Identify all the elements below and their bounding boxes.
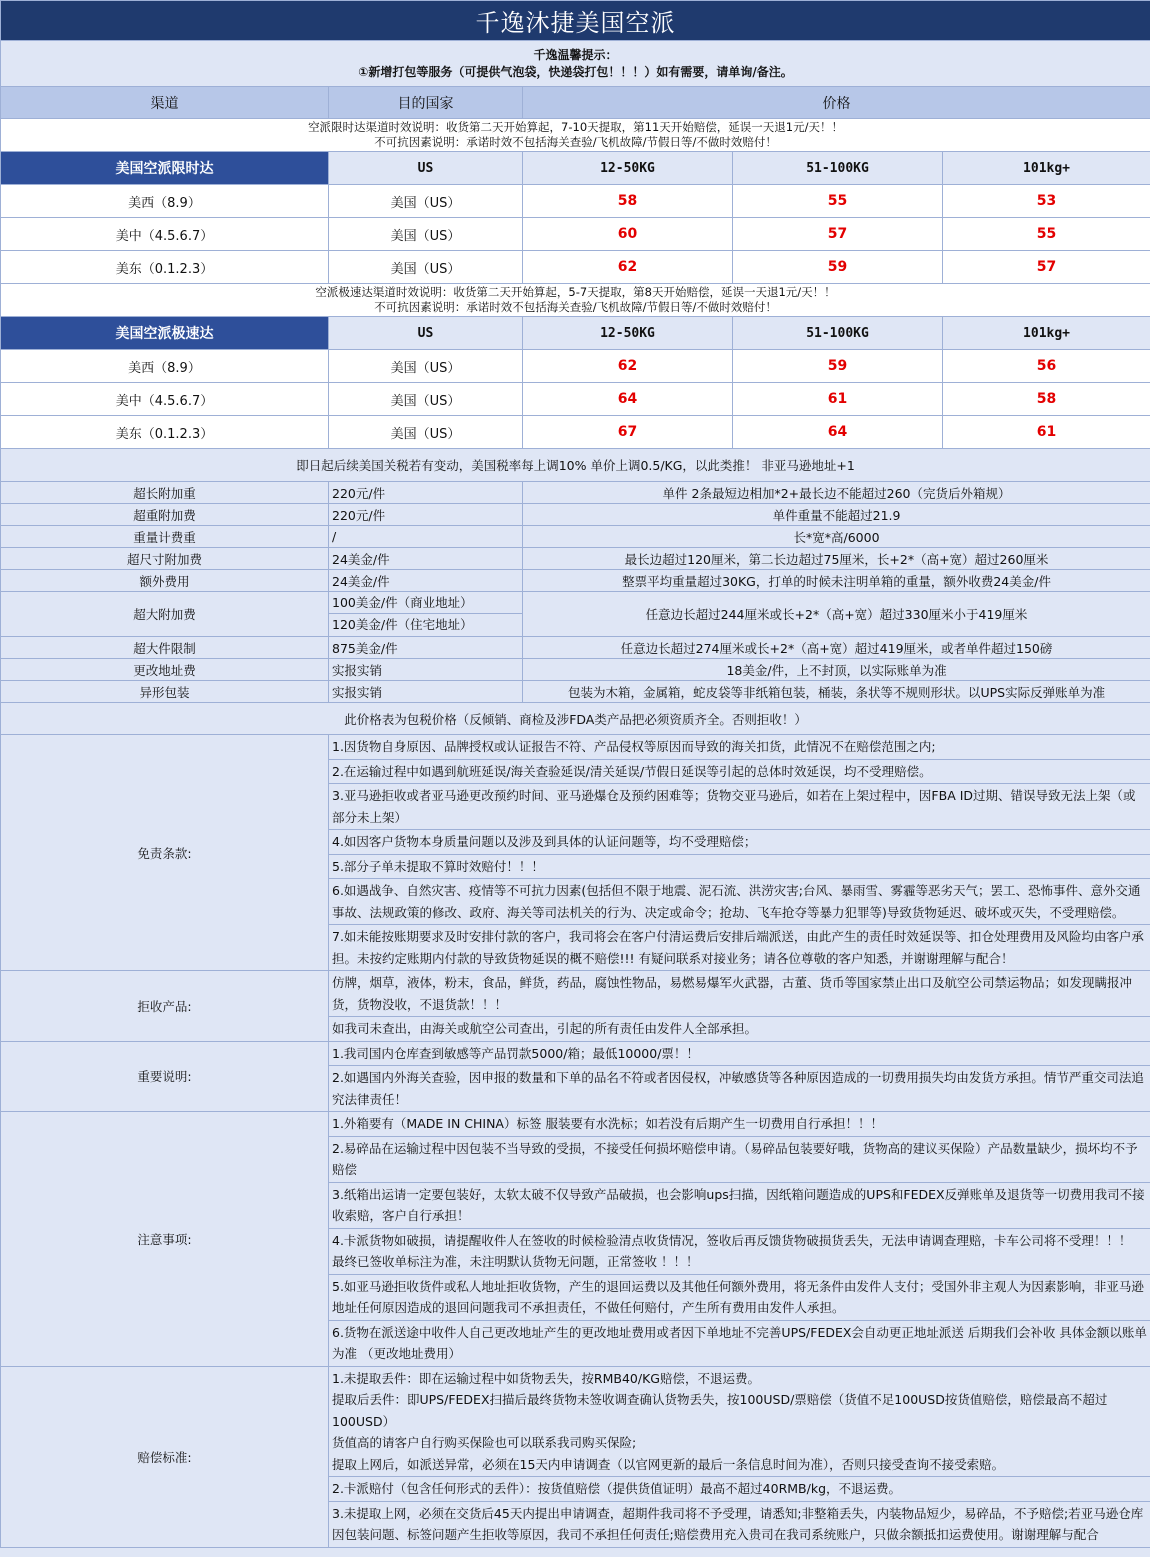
fee-value: 875美金/件 xyxy=(329,637,523,659)
section-label: 赔偿标准: xyxy=(1,1366,329,1547)
section-body xyxy=(329,971,1150,1042)
section-line: 1.因货物自身原因、品牌授权或认证报告不符、产品侵权等原因而导致的海关扣货，此情况不在赔偿范围之内; xyxy=(329,735,1150,760)
fee-value: 24美金/件 xyxy=(329,548,523,570)
section-line: 7.如未能按账期要求及时安排付款的客户，我司将会在客户付清运费后安排后端派送，由此产生的责任时效延误等、扣仓处理费用及风险均由客户承担。未按约定账期内付款的导致货物延误的概不赔偿!!! 有疑问联系对接业务；请各位尊敬的客户知悉，并谢谢理解与配合！ xyxy=(332,929,1144,966)
table-row xyxy=(1,383,1150,416)
destination-country: 美国（US） xyxy=(329,218,523,251)
destination-country: 美国（US） xyxy=(329,251,523,284)
terms-section xyxy=(1,1112,1150,1367)
table-row xyxy=(1,251,1150,284)
terms-section xyxy=(1,735,1150,971)
fee-description: 长*宽*高/6000 xyxy=(523,526,1150,548)
fee-description: 单件 2条最短边相加*2+最长边不能超过260（完货后外箱规） xyxy=(523,482,1150,504)
price-value: 64 xyxy=(733,416,943,449)
service-timing-note: 空派限时达渠道时效说明：收货第二天开始算起，7-10天提取，第11天开始赔偿，延误一天退1元/天！！ xyxy=(308,120,843,134)
section-line: 6.货物在派送途中收件人自己更改地址产生的更改地址费用或者因下单地址不完善UPS/FEDEX会自动更正地址派送 后期我们会补收 具体金额以账单为准 （更改地址费用） xyxy=(332,1324,1147,1361)
price-value: 59 xyxy=(733,251,943,284)
price-value: 60 xyxy=(523,218,733,251)
page-title: 千逸沐捷美国空派 xyxy=(1,1,1150,41)
section-line: 4.如因客户货物本身质量问题以及涉及到具体的认证问题等，均不受理赔偿； xyxy=(329,830,1150,855)
fee-value: 120美金/件（住宅地址） xyxy=(332,617,473,632)
table-row xyxy=(1,416,1150,449)
fee-name: 超长附加重 xyxy=(1,482,329,504)
destination-country: 美国（US） xyxy=(329,185,523,218)
section-line: 5.部分子单未提取不算时效赔付！！！ xyxy=(329,855,1150,880)
fee-description: 包装为木箱，金属箱，蛇皮袋等非纸箱包装，桶装，条状等不规则形状。以UPS实际反弹账单为准 xyxy=(523,681,1150,703)
section-body xyxy=(329,735,1150,971)
section-line: 2.如遇国内外海关查验，因申报的数量和下单的品名不符或者因侵权，冲敏感货等各种原因造成的一切费用损失均由发货方承担。情节严重交司法追究法律责任！ xyxy=(332,1070,1144,1107)
fee-name: 重量计费重 xyxy=(1,526,329,548)
section-body xyxy=(329,1041,1150,1112)
price-value: 58 xyxy=(943,383,1150,416)
price-value: 55 xyxy=(733,185,943,218)
price-value: 67 xyxy=(523,416,733,449)
fee-row xyxy=(1,570,1150,592)
fee-name: 超尺寸附加费 xyxy=(1,548,329,570)
zone-name: 美西（8.9） xyxy=(1,185,329,218)
fee-description: 单件重量不能超过21.9 xyxy=(523,504,1150,526)
fee-row xyxy=(1,548,1150,570)
fee-value: 100美金/件（商业地址） xyxy=(329,592,522,614)
weight-tier-header: 101kg+ xyxy=(943,152,1150,185)
notice-text: ①新增打包等服务（可提供气泡袋，快递袋打包！！！）如有需要，请单询/备注。 xyxy=(358,64,793,79)
section-line: 仿牌，烟草，液体，粉末，食品，鲜货，药品，腐蚀性物品，易燃易爆军火武器，古董、货币等国家禁止出口及航空公司禁运物品；如发现瞒报冲货，货物没收，不退货款！！！ xyxy=(329,971,1150,1017)
fee-name: 额外费用 xyxy=(1,570,329,592)
fee-name: 超大附加费 xyxy=(1,592,329,637)
price-value: 56 xyxy=(943,350,1150,383)
fee-description: 最长边超过120厘米，第二长边超过75厘米，长+2*（高+宽）超过260厘米 xyxy=(523,548,1150,570)
zone-name: 美东（0.1.2.3） xyxy=(1,416,329,449)
weight-tier-header: 51-100KG xyxy=(733,317,943,350)
fee-description: 任意边长超过274厘米或长+2*（高+宽）超过419厘米，或者单件超过150磅 xyxy=(523,637,1150,659)
price-value: 53 xyxy=(943,185,1150,218)
header-channel: 渠道 xyxy=(1,87,329,119)
fee-description: 18美金/件，上不封顶，以实际账单为准 xyxy=(523,659,1150,681)
section-line: 4.卡派货物如破损，请提醒收件人在签收的时候检验清点收货情况，签收后再反馈货物破损货丢失，无法申请调查理赔，卡车公司将不受理！！！ 最终已签收单标注为准，未注明默认货物无问题，正常签收 ！！！ xyxy=(329,1229,1150,1275)
weight-tier-header: 51-100KG xyxy=(733,152,943,185)
section-line: 5.如亚马逊拒收货件或私人地址拒收货物，产生的退回运费以及其他任何额外费用，将无条件由发件人支付；受国外非主观人为因素影响，非亚马逊地址任何原因造成的退回问题我司不承担责任，不做任何赔付，产生所有费用由发件人承担。 xyxy=(329,1275,1150,1321)
section-line: 3.亚马逊拒收或者亚马逊更改预约时间、亚马逊爆仓及预约困难等；货物交亚马逊后，如若在上架过程中，因FBA ID过期、错误导致无法上架（或部分未上架） xyxy=(329,784,1150,830)
price-value: 57 xyxy=(943,251,1150,284)
section-line: 如我司未查出，由海关或航空公司查出，引起的所有责任由发件人全部承担。 xyxy=(332,1021,758,1036)
service-timing-note: 空派极速达渠道时效说明：收货第二天开始算起，5-7天提取，第8天开始赔偿，延误一天退1元/天！！ xyxy=(315,285,836,299)
section-body xyxy=(329,1366,1150,1547)
section-line: 1.我司国内仓库查到敏感等产品罚款5000/箱；最低10000/票！！ xyxy=(329,1042,1150,1067)
fee-name: 超重附加费 xyxy=(1,504,329,526)
section-label: 免责条款: xyxy=(1,735,329,971)
fee-name: 更改地址费 xyxy=(1,659,329,681)
fee-name: 异形包装 xyxy=(1,681,329,703)
notice-heading: 千逸温馨提示： xyxy=(533,47,618,62)
service-force-majeure-note: 不可抗因素说明：承诺时效不包括海关查验/飞机故障/节假日等/不做时效赔付！ xyxy=(374,300,777,314)
service-description xyxy=(1,284,1150,317)
column-country-code: US xyxy=(329,152,523,185)
section-line: 1.外箱要有（MADE IN CHINA）标签 服装要有水洗标；如若没有后期产生一切费用自行承担！！！ xyxy=(329,1112,1150,1137)
section-line: 6.如遇战争、自然灾害、疫情等不可抗力因素(包括但不限于地震、泥石流、洪涝灾害;台风、暴雨雪、雾霾等恶劣天气；罢工、恐怖事件、意外交通事故、法规政策的修改、政府、海关等司法机关的行为、决定或命令；抢劫、飞车抢夺等暴力犯罪等)导致货物延迟、破坏或灭失，不受理赔偿。 xyxy=(329,879,1150,925)
fee-row xyxy=(1,504,1150,526)
fee-row xyxy=(1,681,1150,703)
terms-section xyxy=(1,1041,1150,1112)
section-label: 重要说明: xyxy=(1,1041,329,1112)
section-label: 注意事项: xyxy=(1,1112,329,1367)
header-country: 目的国家 xyxy=(329,87,523,119)
section-line: 2.易碎品在运输过程中因包装不当导致的受损，不接受任何损坏赔偿申请。（易碎品包装要好哦，货物高的建议买保险）产品数量缺少，损坏均不予赔偿 xyxy=(329,1137,1150,1183)
price-value: 57 xyxy=(733,218,943,251)
zone-name: 美中（4.5.6.7） xyxy=(1,218,329,251)
section-line: 1.未提取丢件：即在运输过程中如货物丢失，按RMB40/KG赔偿，不退运费。 提取后丢件：即UPS/FEDEX扫描后最终货物未签收调查确认货物丢失，按100USD/票赔偿（货值不足100USD按货值赔偿，赔偿最高不超过100USD） 货值高的请客户自行购买保险也可以联系我司购买保险; 提取上网后，如派送异常，必须在15天内申请调查（以官网更新的最后一条信息时间为准），否则只接受查询不接受索赔。 xyxy=(329,1367,1150,1478)
fee-value: 220元/件 xyxy=(329,504,523,526)
fee-row xyxy=(1,637,1150,659)
section-label: 拒收产品: xyxy=(1,971,329,1042)
section-line: 2.卡派赔付（包含任何形式的丢件）：按货值赔偿（提供货值证明）最高不超过40RMB/kg，不退运费。 xyxy=(329,1477,1150,1502)
tax-inclusive-note: 此价格表为包税价格（反倾销、商检及涉FDA类产品把必须资质齐全。否则拒收！） xyxy=(1,703,1150,735)
fee-value: / xyxy=(329,526,523,548)
price-value: 61 xyxy=(943,416,1150,449)
service-name: 美国空派极速达 xyxy=(1,317,329,350)
notice-box xyxy=(1,41,1150,87)
destination-country: 美国（US） xyxy=(329,350,523,383)
section-line: 2.在运输过程中如遇到航班延误/海关查验延误/清关延误/节假日延误等引起的总体时效延误，均不受理赔偿。 xyxy=(329,760,1150,785)
fee-description: 任意边长超过244厘米或长+2*（高+宽）超过330厘米小于419厘米 xyxy=(523,592,1150,637)
fee-row xyxy=(1,526,1150,548)
price-value: 59 xyxy=(733,350,943,383)
fee-row xyxy=(1,592,1150,637)
service-description xyxy=(1,119,1150,152)
fee-description: 整票平均重量超过30KG，打单的时候未注明单箱的重量，额外收费24美金/件 xyxy=(523,570,1150,592)
section-line: 3.纸箱出运请一定要包装好，太软太破不仅导致产品破损，也会影响ups扫描，因纸箱问题造成的UPS和FEDEX反弹账单及退货等一切费用我司不接收索赔，客户自行承担！ xyxy=(329,1183,1150,1229)
section-line: 3.未提取上网，必须在交货后45天内提出申请调查，超期件我司将不予受理，请悉知;非整箱丢失，内装物品短少，易碎品，不予赔偿;若亚马逊仓库因包装问题、标签问题产生拒收等原因，我司不承担任何责任;赔偿费用充入贵司在我司系统账户，只做余额抵扣运费使用。谢谢理解与配合 xyxy=(332,1505,1144,1542)
fee-value: 实报实销 xyxy=(329,659,523,681)
fee-value: 220元/件 xyxy=(329,482,523,504)
service-name: 美国空派限时达 xyxy=(1,152,329,185)
price-value: 62 xyxy=(523,251,733,284)
column-country-code: US xyxy=(329,317,523,350)
price-value: 61 xyxy=(733,383,943,416)
fee-value: 实报实销 xyxy=(329,681,523,703)
price-value: 55 xyxy=(943,218,1150,251)
weight-tier-header: 101kg+ xyxy=(943,317,1150,350)
service-force-majeure-note: 不可抗因素说明：承诺时效不包括海关查验/飞机故障/节假日等/不做时效赔付！ xyxy=(374,135,777,149)
weight-tier-header: 12-50KG xyxy=(523,152,733,185)
zone-name: 美中（4.5.6.7） xyxy=(1,383,329,416)
section-body xyxy=(329,1112,1150,1367)
table-row xyxy=(1,218,1150,251)
destination-country: 美国（US） xyxy=(329,383,523,416)
price-value: 58 xyxy=(523,185,733,218)
price-value: 64 xyxy=(523,383,733,416)
terms-section xyxy=(1,971,1150,1042)
header-price: 价格 xyxy=(523,87,1150,119)
destination-country: 美国（US） xyxy=(329,416,523,449)
fee-row xyxy=(1,659,1150,681)
fee-value: 24美金/件 xyxy=(329,570,523,592)
weight-tier-header: 12-50KG xyxy=(523,317,733,350)
fee-value-split xyxy=(329,592,523,637)
zone-name: 美西（8.9） xyxy=(1,350,329,383)
terms-section xyxy=(1,1366,1150,1547)
fee-row xyxy=(1,482,1150,504)
price-value: 62 xyxy=(523,350,733,383)
table-row xyxy=(1,185,1150,218)
table-row xyxy=(1,350,1150,383)
zone-name: 美东（0.1.2.3） xyxy=(1,251,329,284)
fee-name: 超大件限制 xyxy=(1,637,329,659)
tax-note: 即日起后续美国关税若有变动，美国税率每上调10% 单价上调0.5/KG，以此类推！ 非亚马逊地址+1 xyxy=(1,449,1150,482)
